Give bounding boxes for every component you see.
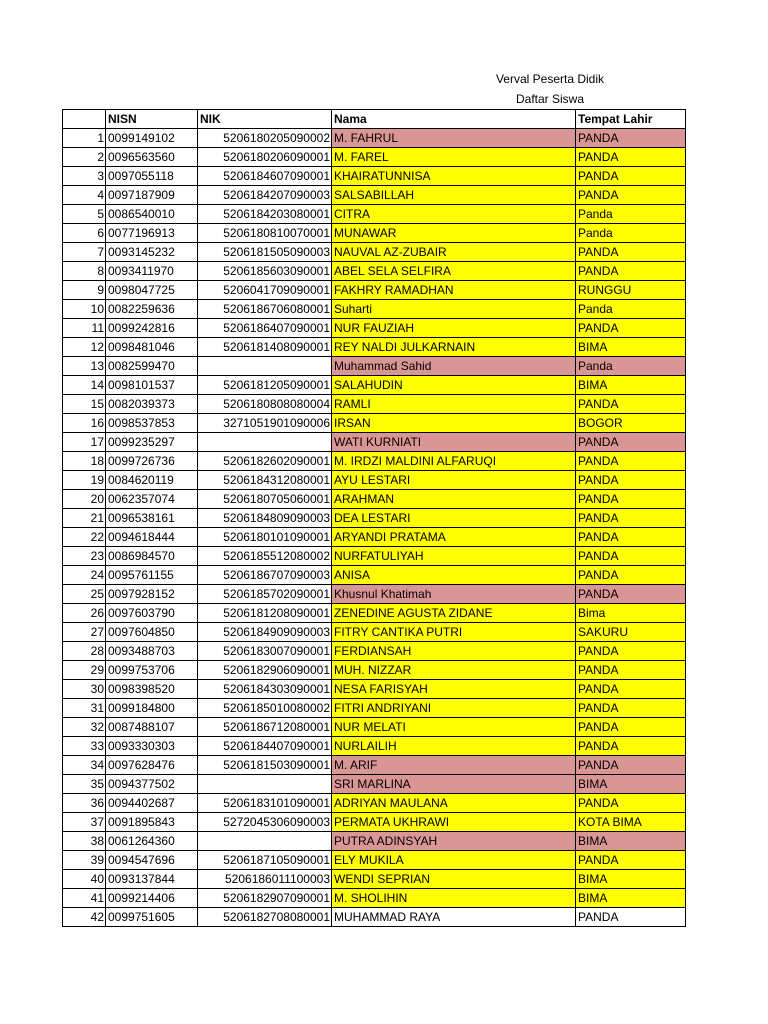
table-row <box>63 775 686 794</box>
tempat-lahir-cell: BIMA <box>576 870 686 889</box>
nama-cell: SRI MARLINA <box>332 775 576 794</box>
tempat-lahir-cell: PANDA <box>576 851 686 870</box>
nik-cell: 5206181505090003 <box>198 243 332 262</box>
tempat-lahir-cell: PANDA <box>576 547 686 566</box>
nisn-cell: 0094618444 <box>106 528 198 547</box>
nisn-cell: 0061264360 <box>106 832 198 851</box>
tempat-lahir-cell: PANDA <box>576 794 686 813</box>
nisn-cell: 0097187909 <box>106 186 198 205</box>
tempat-lahir-cell: PANDA <box>576 585 686 604</box>
nama-cell: ARYANDI PRATAMA <box>332 528 576 547</box>
table-body <box>63 129 686 927</box>
row-number: 29 <box>63 661 106 680</box>
table-row <box>63 604 686 623</box>
row-number: 1 <box>63 129 106 148</box>
nisn-cell: 0098398520 <box>106 680 198 699</box>
nisn-cell: 0086540010 <box>106 205 198 224</box>
nama-cell: M. SHOLIHIN <box>332 889 576 908</box>
nisn-cell: 0098047725 <box>106 281 198 300</box>
table-row <box>63 528 686 547</box>
tempat-lahir-cell: PANDA <box>576 395 686 414</box>
row-number: 14 <box>63 376 106 395</box>
nama-cell: Muhammad Sahid <box>332 357 576 376</box>
table-row <box>63 623 686 642</box>
row-number: 41 <box>63 889 106 908</box>
nisn-cell: 0087488107 <box>106 718 198 737</box>
table-row <box>63 642 686 661</box>
tempat-lahir-cell: PANDA <box>576 490 686 509</box>
nik-cell: 5206185702090001 <box>198 585 332 604</box>
row-number: 28 <box>63 642 106 661</box>
nik-cell: 5206180808080004 <box>198 395 332 414</box>
table-row <box>63 186 686 205</box>
nama-cell: PUTRA ADINSYAH <box>332 832 576 851</box>
table-row <box>63 414 686 433</box>
table-row <box>63 547 686 566</box>
table-row <box>63 566 686 585</box>
nik-cell: 5206186011100003 <box>198 870 332 889</box>
nama-cell: MUH. NIZZAR <box>332 661 576 680</box>
tempat-lahir-cell: PANDA <box>576 737 686 756</box>
tempat-lahir-cell: PANDA <box>576 433 686 452</box>
nama-cell: ANISA <box>332 566 576 585</box>
table-row <box>63 908 686 927</box>
nama-cell: PERMATA UKHRAWI <box>332 813 576 832</box>
row-number: 15 <box>63 395 106 414</box>
nik-cell: 5206182708080001 <box>198 908 332 927</box>
row-number: 33 <box>63 737 106 756</box>
nik-cell: 5206184909090003 <box>198 623 332 642</box>
nama-cell: MUNAWAR <box>332 224 576 243</box>
tempat-lahir-cell: PANDA <box>576 319 686 338</box>
nik-cell: 5206184607090001 <box>198 167 332 186</box>
nik-cell <box>198 433 332 452</box>
nisn-cell: 0095761155 <box>106 566 198 585</box>
nik-cell: 5206180205090002 <box>198 129 332 148</box>
table-row <box>63 870 686 889</box>
nama-cell: AYU LESTARI <box>332 471 576 490</box>
nisn-cell: 0086984570 <box>106 547 198 566</box>
nisn-cell: 0096538161 <box>106 509 198 528</box>
nik-cell: 5206181503090001 <box>198 756 332 775</box>
nisn-cell: 0093137844 <box>106 870 198 889</box>
table-row <box>63 699 686 718</box>
nama-cell: FAKHRY RAMADHAN <box>332 281 576 300</box>
nama-cell: WATI KURNIATI <box>332 433 576 452</box>
nik-cell: 5206182907090001 <box>198 889 332 908</box>
table-row <box>63 851 686 870</box>
nisn-cell: 0094547696 <box>106 851 198 870</box>
tempat-lahir-cell: PANDA <box>576 756 686 775</box>
row-number: 38 <box>63 832 106 851</box>
row-number: 36 <box>63 794 106 813</box>
nama-cell: FITRY CANTIKA PUTRI <box>332 623 576 642</box>
table-row <box>63 585 686 604</box>
nisn-cell: 0093411970 <box>106 262 198 281</box>
nama-cell: WENDI SEPRIAN <box>332 870 576 889</box>
row-number: 19 <box>63 471 106 490</box>
table-row <box>63 300 686 319</box>
row-number: 27 <box>63 623 106 642</box>
row-number: 42 <box>63 908 106 927</box>
nama-cell: CITRA <box>332 205 576 224</box>
nik-cell: 5206185603090001 <box>198 262 332 281</box>
header-nik: NIK <box>198 110 332 129</box>
tempat-lahir-cell: Bima <box>576 604 686 623</box>
nisn-cell: 0094377502 <box>106 775 198 794</box>
row-number: 12 <box>63 338 106 357</box>
nama-cell: Suharti <box>332 300 576 319</box>
nik-cell: 5206185010080002 <box>198 699 332 718</box>
row-number: 16 <box>63 414 106 433</box>
tempat-lahir-cell: KOTA BIMA <box>576 813 686 832</box>
table-row <box>63 243 686 262</box>
tempat-lahir-cell: PANDA <box>576 699 686 718</box>
tempat-lahir-cell: PANDA <box>576 680 686 699</box>
nik-cell: 5206180101090001 <box>198 528 332 547</box>
tempat-lahir-cell: BIMA <box>576 338 686 357</box>
table-row <box>63 490 686 509</box>
nik-cell: 5206180810070001 <box>198 224 332 243</box>
nama-cell: ABEL SELA SELFIRA <box>332 262 576 281</box>
tempat-lahir-cell: Panda <box>576 300 686 319</box>
nisn-cell: 0084620119 <box>106 471 198 490</box>
nik-cell <box>198 832 332 851</box>
table-row <box>63 148 686 167</box>
nik-cell: 5206186712080001 <box>198 718 332 737</box>
table-row <box>63 262 686 281</box>
table-row <box>63 224 686 243</box>
tempat-lahir-cell: BIMA <box>576 376 686 395</box>
nik-cell: 5206180206090001 <box>198 148 332 167</box>
nama-cell: ZENEDINE AGUSTA ZIDANE <box>332 604 576 623</box>
nisn-cell: 0098101537 <box>106 376 198 395</box>
nisn-cell: 0093330303 <box>106 737 198 756</box>
nisn-cell: 0062357074 <box>106 490 198 509</box>
nik-cell <box>198 775 332 794</box>
tempat-lahir-cell: BIMA <box>576 832 686 851</box>
nik-cell: 5206185512080002 <box>198 547 332 566</box>
nisn-cell: 0082259636 <box>106 300 198 319</box>
table-row <box>63 452 686 471</box>
table-row <box>63 509 686 528</box>
table-row <box>63 832 686 851</box>
row-number: 23 <box>63 547 106 566</box>
row-number: 4 <box>63 186 106 205</box>
row-number: 10 <box>63 300 106 319</box>
header-nama: Nama <box>332 110 576 129</box>
tempat-lahir-cell: PANDA <box>576 243 686 262</box>
table-row <box>63 376 686 395</box>
table-header-row <box>63 110 686 129</box>
nisn-cell: 0082599470 <box>106 357 198 376</box>
tempat-lahir-cell: BIMA <box>576 775 686 794</box>
nama-cell: RAMLI <box>332 395 576 414</box>
nama-cell: NURLAILIH <box>332 737 576 756</box>
nik-cell: 5206186407090001 <box>198 319 332 338</box>
tempat-lahir-cell: PANDA <box>576 661 686 680</box>
nama-cell: DEA LESTARI <box>332 509 576 528</box>
nama-cell: ADRIYAN MAULANA <box>332 794 576 813</box>
nama-cell: SALSABILLAH <box>332 186 576 205</box>
nisn-cell: 0096563560 <box>106 148 198 167</box>
nama-cell: MUHAMMAD RAYA <box>332 908 576 927</box>
nisn-cell: 0097628476 <box>106 756 198 775</box>
nik-cell: 5206184407090001 <box>198 737 332 756</box>
row-number: 32 <box>63 718 106 737</box>
nik-cell: 5206181208090001 <box>198 604 332 623</box>
tempat-lahir-cell: PANDA <box>576 129 686 148</box>
table-row <box>63 395 686 414</box>
nik-cell: 5206183007090001 <box>198 642 332 661</box>
row-number: 30 <box>63 680 106 699</box>
row-number: 21 <box>63 509 106 528</box>
tempat-lahir-cell: PANDA <box>576 718 686 737</box>
nik-cell: 5272045306090003 <box>198 813 332 832</box>
nama-cell: IRSAN <box>332 414 576 433</box>
nisn-cell: 0093488703 <box>106 642 198 661</box>
table-row <box>63 889 686 908</box>
header-nisn: NISN <box>106 110 198 129</box>
row-number: 11 <box>63 319 106 338</box>
row-number: 22 <box>63 528 106 547</box>
nisn-cell: 0097055118 <box>106 167 198 186</box>
row-number: 40 <box>63 870 106 889</box>
tempat-lahir-cell: PANDA <box>576 262 686 281</box>
nik-cell: 5206181205090001 <box>198 376 332 395</box>
nik-cell: 5206181408090001 <box>198 338 332 357</box>
header-no <box>63 110 106 129</box>
nisn-cell: 0099184800 <box>106 699 198 718</box>
tempat-lahir-cell: Panda <box>576 205 686 224</box>
row-number: 2 <box>63 148 106 167</box>
tempat-lahir-cell: PANDA <box>576 642 686 661</box>
nik-cell: 3271051901090006 <box>198 414 332 433</box>
header-tempat-lahir: Tempat Lahir <box>576 110 686 129</box>
nisn-cell: 0097604850 <box>106 623 198 642</box>
row-number: 9 <box>63 281 106 300</box>
nik-cell: 5206184312080001 <box>198 471 332 490</box>
nama-cell: ELY MUKILA <box>332 851 576 870</box>
nama-cell: FERDIANSAH <box>332 642 576 661</box>
document-title: Verval Peserta Didik <box>495 72 605 86</box>
row-number: 31 <box>63 699 106 718</box>
nisn-cell: 0099242816 <box>106 319 198 338</box>
row-number: 3 <box>63 167 106 186</box>
nik-cell: 5206041709090001 <box>198 281 332 300</box>
table-row <box>63 205 686 224</box>
tempat-lahir-cell: Panda <box>576 357 686 376</box>
tempat-lahir-cell: RUNGGU <box>576 281 686 300</box>
row-number: 20 <box>63 490 106 509</box>
nama-cell: SALAHUDIN <box>332 376 576 395</box>
nama-cell: NESA FARISYAH <box>332 680 576 699</box>
table-row <box>63 129 686 148</box>
tempat-lahir-cell: PANDA <box>576 509 686 528</box>
row-number: 8 <box>63 262 106 281</box>
nik-cell: 5206187105090001 <box>198 851 332 870</box>
table-row <box>63 281 686 300</box>
nama-cell: NUR MELATI <box>332 718 576 737</box>
nisn-cell: 0097928152 <box>106 585 198 604</box>
nisn-cell: 0091895843 <box>106 813 198 832</box>
row-number: 26 <box>63 604 106 623</box>
table-row <box>63 718 686 737</box>
nisn-cell: 0093145232 <box>106 243 198 262</box>
nama-cell: NAUVAL AZ-ZUBAIR <box>332 243 576 262</box>
table-row <box>63 319 686 338</box>
nisn-cell: 0099235297 <box>106 433 198 452</box>
nik-cell: 5206183101090001 <box>198 794 332 813</box>
table-row <box>63 661 686 680</box>
nisn-cell: 0099751605 <box>106 908 198 927</box>
tempat-lahir-cell: PANDA <box>576 452 686 471</box>
row-number: 24 <box>63 566 106 585</box>
nama-cell: M. ARIF <box>332 756 576 775</box>
nama-cell: NUR FAUZIAH <box>332 319 576 338</box>
nama-cell: Khusnul Khatimah <box>332 585 576 604</box>
tempat-lahir-cell: Panda <box>576 224 686 243</box>
nik-cell: 5206180705060001 <box>198 490 332 509</box>
document-subtitle: Daftar Siswa <box>515 92 585 106</box>
row-number: 17 <box>63 433 106 452</box>
nisn-cell: 0099149102 <box>106 129 198 148</box>
row-number: 34 <box>63 756 106 775</box>
tempat-lahir-cell: PANDA <box>576 186 686 205</box>
tempat-lahir-cell: PANDA <box>576 471 686 490</box>
row-number: 25 <box>63 585 106 604</box>
nama-cell: ARAHMAN <box>332 490 576 509</box>
table-row <box>63 813 686 832</box>
tempat-lahir-cell: PANDA <box>576 148 686 167</box>
table-row <box>63 433 686 452</box>
row-number: 18 <box>63 452 106 471</box>
row-number: 6 <box>63 224 106 243</box>
nisn-cell: 0082039373 <box>106 395 198 414</box>
nisn-cell: 0098481046 <box>106 338 198 357</box>
nik-cell: 5206184203080001 <box>198 205 332 224</box>
nama-cell: M. IRDZI MALDINI ALFARUQI <box>332 452 576 471</box>
table-row <box>63 357 686 376</box>
tempat-lahir-cell: BIMA <box>576 889 686 908</box>
tempat-lahir-cell: PANDA <box>576 528 686 547</box>
nik-cell: 5206186707090003 <box>198 566 332 585</box>
tempat-lahir-cell: PANDA <box>576 908 686 927</box>
table-row <box>63 680 686 699</box>
row-number: 37 <box>63 813 106 832</box>
nisn-cell: 0099214406 <box>106 889 198 908</box>
table-row <box>63 338 686 357</box>
nisn-cell: 0098537853 <box>106 414 198 433</box>
table-row <box>63 167 686 186</box>
row-number: 7 <box>63 243 106 262</box>
tempat-lahir-cell: PANDA <box>576 167 686 186</box>
nik-cell: 5206184303090001 <box>198 680 332 699</box>
tempat-lahir-cell: BOGOR <box>576 414 686 433</box>
nik-cell: 5206182906090001 <box>198 661 332 680</box>
nisn-cell: 0094402687 <box>106 794 198 813</box>
nik-cell <box>198 357 332 376</box>
nama-cell: KHAIRATUNNISA <box>332 167 576 186</box>
nik-cell: 5206184207090003 <box>198 186 332 205</box>
table-row <box>63 756 686 775</box>
student-table <box>62 109 686 927</box>
nisn-cell: 0097603790 <box>106 604 198 623</box>
tempat-lahir-cell: SAKURU <box>576 623 686 642</box>
row-number: 35 <box>63 775 106 794</box>
nama-cell: REY NALDI JULKARNAIN <box>332 338 576 357</box>
row-number: 39 <box>63 851 106 870</box>
nik-cell: 5206184809090003 <box>198 509 332 528</box>
nik-cell: 5206186706080001 <box>198 300 332 319</box>
nik-cell: 5206182602090001 <box>198 452 332 471</box>
table-row <box>63 737 686 756</box>
nama-cell: FITRI ANDRIYANI <box>332 699 576 718</box>
nisn-cell: 0077196913 <box>106 224 198 243</box>
nama-cell: M. FAREL <box>332 148 576 167</box>
nisn-cell: 0099726736 <box>106 452 198 471</box>
nisn-cell: 0099753706 <box>106 661 198 680</box>
row-number: 13 <box>63 357 106 376</box>
tempat-lahir-cell: PANDA <box>576 566 686 585</box>
nama-cell: NURFATULIYAH <box>332 547 576 566</box>
table-row <box>63 471 686 490</box>
table-row <box>63 794 686 813</box>
nama-cell: M. FAHRUL <box>332 129 576 148</box>
row-number: 5 <box>63 205 106 224</box>
